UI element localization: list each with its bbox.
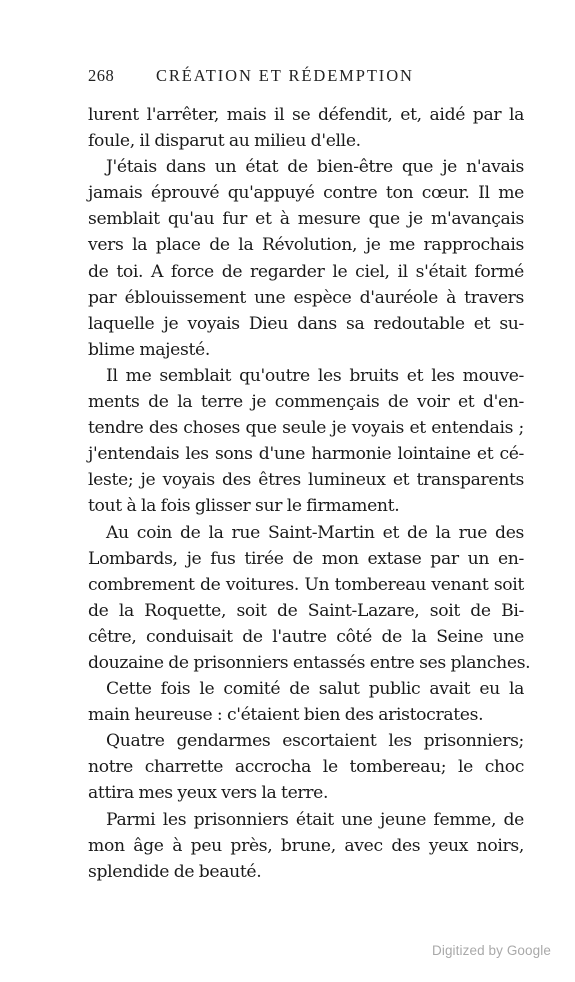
text-line: splendide de beauté.	[88, 861, 262, 882]
text-line: ments de la terre je commençais de voir et d'en-	[88, 392, 524, 413]
text-line: j'entendais les sons d'une harmonie lointaine et cé-	[88, 444, 524, 465]
text-line: Parmi les prisonniers était une jeune femme, de	[106, 809, 524, 830]
text-line: de toi. A force de regarder le ciel, il s'était formé	[88, 261, 524, 282]
text-line: lurent l'arrêter, mais il se défendit, et, aidé par la	[88, 105, 524, 125]
text-line: Cette fois le comité de salut public avait eu la	[106, 679, 524, 700]
text-line: J'étais dans un état de bien-être que je n'avais	[106, 157, 524, 178]
text-line: foule, il disparut au milieu d'elle.	[88, 131, 361, 152]
text-line: semblait qu'au fur et à mesure que je m'avançais	[88, 209, 524, 230]
text-line: Au coin de la rue Saint-Martin et de la rue des	[106, 522, 524, 543]
text-line: par éblouissement une espèce d'auréole à travers	[88, 287, 524, 308]
text-line: mon âge à peu près, brune, avec des yeux noirs,	[88, 835, 524, 856]
text-line: tout à la fois glisser sur le firmament.	[88, 496, 400, 517]
text-line: cêtre, conduisait de l'autre côté de la Seine une	[88, 626, 524, 647]
book-page	[88, 66, 531, 885]
text-line: main heureuse : c'étaient bien des aristocrates.	[88, 705, 484, 726]
text-line: Quatre gendarmes escortaient les prisonniers;	[106, 731, 524, 752]
text-line: laquelle je voyais Dieu dans sa redoutable et su-	[88, 313, 524, 334]
text-line: jamais éprouvé qu'appuyé contre ton cœur. Il me	[88, 183, 524, 204]
text-line: douzaine de prisonniers entassés entre ses planches.	[88, 652, 531, 673]
text-line: notre charrette accrocha le tombereau; le choc	[88, 757, 524, 778]
text-line: de la Roquette, soit de Saint-Lazare, soit de Bi-	[88, 600, 524, 621]
google-watermark: Digitized by Google	[432, 943, 551, 958]
text-line: Il me semblait qu'outre les bruits et les mouve-	[106, 365, 524, 386]
text-line: vers la place de la Révolution, je me rapprochais	[88, 235, 524, 256]
running-title: CRÉATION ET RÉDEMPTION	[156, 66, 414, 85]
text-line: leste; je voyais des êtres lumineux et transparents	[88, 470, 524, 491]
text-line: Lombards, je fus tirée de mon extase par un en-	[88, 548, 524, 569]
page-number: 268	[88, 66, 115, 85]
page-header	[88, 66, 524, 92]
text-line: blime majesté.	[88, 339, 210, 360]
text-line: combrement de voitures. Un tombereau venant soit	[88, 574, 524, 595]
text-line: tendre des choses que seule je voyais et entendais ;	[88, 418, 524, 439]
body-text	[88, 102, 531, 885]
text-line: attira mes yeux vers la terre.	[88, 783, 329, 804]
